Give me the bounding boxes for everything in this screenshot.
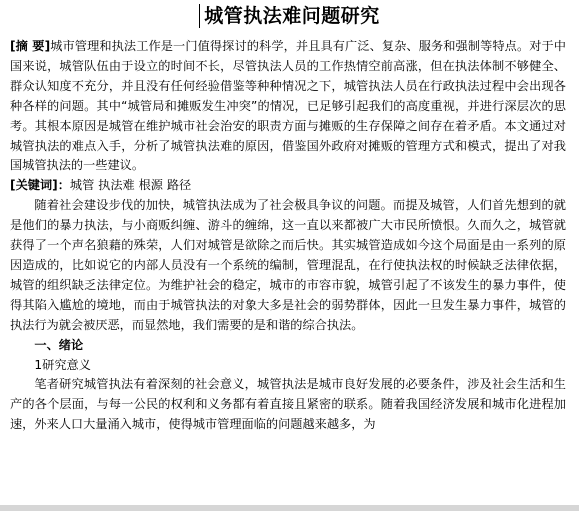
keywords-text: 城管 执法难 根源 路径 (69, 178, 192, 193)
section-heading-introduction: 一、绪论 (34, 337, 84, 352)
abstract-paragraph (10, 37, 566, 176)
subsection-heading-significance: 1研究意义 (34, 357, 91, 372)
intro-paragraph: 随着社会建设步伐的加快，城管执法成为了社会极具争议的问题。而提及城管，人们首先想到的就是他们的暴力执法，与小商贩纠缠、游斗的缠绵，这一直以来都被广大市民所愤恨。久而久之，城管就获得了一个声名狼藉的殊荣，人们对城管是欲除之而后快。其实城管造成如今这个局面是由一系列的原因造成的，比如说它的内部人员没有一个系统的编制，管理混乱，在行使执法权的时候缺乏法律依据，城管的组织缺乏法律定位。为维护社会的稳定，城市的市容市貌，城管引起了不该发生的暴力事件，使得其陷入尴尬的境地，而由于城管执法的对象大多是社会的弱势群体，因此一旦发生暴力事件，城管的执法行为就会被厌恶，而显然地，我们需要的是和谐的综合执法。 (10, 198, 566, 332)
document-title: 城管执法难问题研究 (199, 4, 380, 28)
significance-paragraph: 笔者研究城管执法有着深刻的社会意义，城管执法是城市良好发展的必要条件，涉及社会生活和生产的各个层面，与每一公民的权利和义务都有着直接且紧密的联系。随着我国经济发展和城市化进程加速，外来人口大量涌入城市，使得城市管理面临的问题越来越多，为 (10, 377, 566, 432)
keywords-paragraph (10, 176, 566, 196)
keywords-label: [关键词]： (10, 178, 70, 193)
title-wrap (0, 4, 579, 28)
abstract-text: 城市管理和执法工作是一门值得探讨的科学，并且具有广泛、复杂、服务和强制等特点。对于中国来说，城管队伍由于设立的时间不长，尽管执法人员的工作热情空前高涨，但在执法体制不够健全、群众认知度不充分，并且没有任何经验借鉴等种种情况之下，城管执法人员在行政执法过程中会出现各种各样的问题。其中“城管局和摊贩发生冲突”的情况，已足够引起我们的高度重视，并进行深层次的思考。其根本原因是城管在维护城市社会治安的职责方面与摊贩的生存保障之间存在着矛盾。本文通过对城管执法的难点入手，分析了城管执法难的原因，借鉴国外政府对摊贩的管理方式和模式，提出了对我国城管执法的一些建议。 (10, 39, 566, 173)
page-bottom-edge (0, 505, 579, 511)
abstract-label: [摘 要] (10, 39, 51, 53)
document-body (10, 37, 566, 435)
